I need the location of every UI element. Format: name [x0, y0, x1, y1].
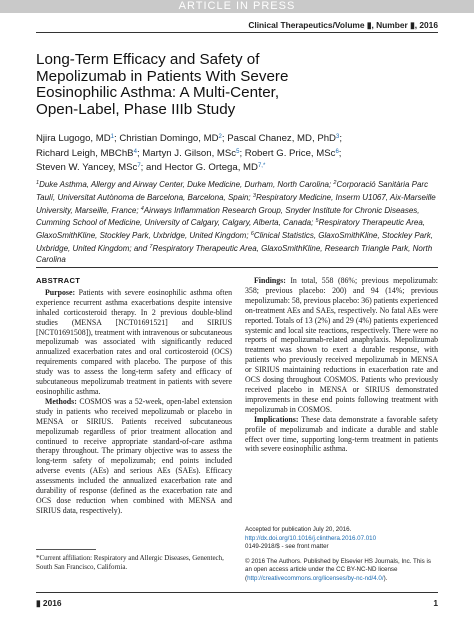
affil-text: Respiratory Medicine, Inserm U1067, Aix-Marseille University, Marseille, France; — [36, 192, 436, 215]
author-affil-ref[interactable]: 7 — [137, 163, 141, 170]
article-title — [36, 52, 438, 118]
affil-number: 2 — [333, 180, 337, 186]
title-line: Eosinophilic Asthma: A Multi-Center, — [36, 84, 280, 102]
abstract-purpose — [36, 288, 232, 397]
author-affil-ref[interactable]: 6 — [335, 148, 339, 155]
affil-text: Respiratory Therapeutic Area, GlaxoSmithKline, Stockley Park, Uxbridge, United Kingdom; — [36, 218, 426, 241]
accepted-date: Accepted for publication July 20, 2016. — [245, 526, 352, 533]
doi-link[interactable]: http://dx.doi.org/10.1016/j.clinthera.2016.07.010 — [245, 534, 377, 542]
author-name: Richard Leigh, MBChB — [36, 147, 134, 159]
affil-number: 6 — [250, 231, 254, 238]
license-text: © 2016 The Authors. Published by Elsevier HS Journals, Inc. This is an open access article under the CC BY-NC-ND license ( — [245, 557, 431, 582]
abstract-right-column — [245, 276, 438, 454]
section-text: Patients with severe eosinophilic asthma often experience recurrent asthma exacerbations despite intensive inhaled corticosteroid therapy. In 2 previous double-blind studies (MENSA [NCT01691521] and SIRIUS [NCT01691508]), treatment with intravenous or subcutaneous mepolizumab was associated with significantly reduced annualized exacerbation rates and oral corticosteroid (OCS) requirements compared with placebo. The purpose of this study was to assess the long-term safety and efficacy of subcutaneous mepolizumab treatment in patients with severe eosinophilic asthma. — [36, 287, 232, 396]
section-label: Findings: — [254, 276, 286, 285]
abstract-left-column — [36, 276, 232, 516]
author-name: Hector G. Ortega, MD — [164, 162, 258, 174]
affil-number: 7 — [149, 243, 153, 250]
author-affil-ref[interactable]: 4 — [133, 148, 137, 155]
affil-number: 1 — [36, 180, 40, 186]
author-name: Pascal Chanez, MD, PhD — [227, 133, 336, 144]
affiliation-footnote: *Current affiliation: Respiratory and Allergic Diseases, Genentech, South San Francisco, California. — [36, 554, 224, 571]
abstract-findings — [245, 276, 438, 415]
footer-rule — [36, 592, 438, 593]
author-name: Robert G. Price, MSc — [244, 147, 336, 159]
section-label: Purpose: — [45, 287, 76, 297]
article-in-press-banner: ARTICLE IN PRESS — [0, 0, 474, 13]
footnote-rule — [36, 549, 96, 550]
title-line: Open-Label, Phase IIIb Study — [36, 100, 236, 118]
abstract-implications — [245, 415, 438, 455]
article-meta — [245, 526, 438, 583]
license-link[interactable]: http://creativecommons.org/licenses/by-nc-nd/4.0/ — [247, 574, 384, 582]
title-line: Mepolizumab in Patients With Severe — [36, 67, 289, 85]
license-notice — [245, 558, 438, 584]
author-name: Njira Lugogo, MD — [36, 133, 111, 144]
affil-text: Airways Inflammation Research Group, Snyder Institute for Chronic Diseases, Cumming School of Medicine, University of Calgary, Calgary, Alberta, Canada; — [36, 205, 420, 228]
header-rule — [36, 32, 438, 33]
license-text-end: ). — [383, 574, 388, 582]
author-name: Christian Domingo, MD — [119, 133, 219, 144]
author-affil-ref[interactable]: 1 — [110, 134, 114, 140]
section-label: Methods: — [45, 396, 77, 406]
affil-text: Corporació Sanitària Parc Taulí, Universitat Autònoma de Barcelona, Barcelona, Spain; — [36, 180, 429, 202]
author-list: Njira Lugogo, $MD^1$; Christian Domingo, $MD^2$; Pascal Chanez, MD, PhD$^3$; Richard Leigh, MBChB$^4$; Martyn J. Gilson, MSc$^5$; Robert G. Price, MSc$^6$; Steven W. Yancey, MSc$^7$; and Hector G. Ortega, $MD^{7,*}$ — [36, 133, 342, 174]
abstract-heading: ABSTRACT — [36, 276, 81, 285]
affil-number: 4 — [140, 205, 144, 212]
author-affil-ref[interactable]: 3 — [335, 134, 340, 140]
section-label: Implications: — [254, 414, 299, 424]
abstract-top-rule — [36, 267, 438, 268]
author-name: Steven W. Yancey, MSc — [36, 162, 138, 174]
affiliations — [36, 178, 438, 266]
section-text: These data demonstrate a favorable safety profile of mepolizumab and indicate a durable and stable effect over time, supporting long-term treatment in patients with severe eosinophilic asthma. — [245, 414, 438, 454]
issn-line: 0149-2918/$ - see front matter — [245, 543, 329, 550]
abstract-methods — [36, 397, 232, 516]
affil-text: Respiratory Therapeutic Area, GlaxoSmithKline, Research Triangle Park, North Carolina — [36, 243, 433, 264]
author-name: Martyn J. Gilson, MSc — [142, 147, 237, 159]
author-affil-ref[interactable]: 7,* — [257, 163, 266, 170]
page-number: 1 — [433, 598, 438, 608]
section-text: COSMOS was a 52-week, open-label extension study in patients who received mepolizumab or placebo in MENSA or SIRIUS. Patients received subcutaneous mepolizumab regardless of prior treatment allocation and continued to receive appropriate standard-of-care asthma therapy throughout. The primary objective was to assess the long-term safety of mepolizumab; end points included adverse events (AEs) and serious AEs (SAEs). Efficacy assessments included the annualized exacerbation rate and durability of response (defined as the exacerbation rate and OCS dose reduction when combined with MENSA and SIRIUS data, respectively). — [36, 396, 233, 515]
running-head: Clinical Therapeutics/Volume ▮, Number ▮, 2016 — [248, 20, 438, 30]
author-affil-ref[interactable]: 2 — [218, 134, 222, 140]
affil-text: Duke Asthma, Allergy and Airway Center, Duke Medicine, Durham, North Carolina; — [39, 180, 332, 189]
author-affil-ref[interactable]: 5 — [236, 148, 240, 155]
section-text: In total, 558 (86%; previous mepolizumab: 358; previous placebo: 200) and 94 (14%; previous mepolizumab: 58, previous placebo: 36) patients experienced on-treatment AEs and SAEs, respectively. No fatal AEs were reported. Totals of 13 (2%) and 29 (4%) patients experienced systemic and local site reactions, respectively. There were no reports of mepolizumab-related anaphylaxis. Mepolizumab treatment was shown to exert a durable response, with patients who previously received mepolizumab in MENSA or SIRIUS maintaining reductions in exacerbation rate and OCS dosing throughout COSMOS. Patients who previously received placebo in MENSA or SIRIUS demonstrated improvements in these end points following treatment with mepolizumab in COSMOS. — [245, 276, 438, 414]
footer-year: ▮ 2016 — [36, 598, 62, 608]
title-line: Long-Term Efficacy and Safety of — [36, 51, 260, 68]
affil-number: 3 — [252, 192, 256, 199]
affil-text: Clinical Statistics, GlaxoSmithKline, Stockley Park, Uxbridge, United Kingdom; and — [36, 231, 434, 253]
affil-number: 5 — [315, 218, 319, 225]
